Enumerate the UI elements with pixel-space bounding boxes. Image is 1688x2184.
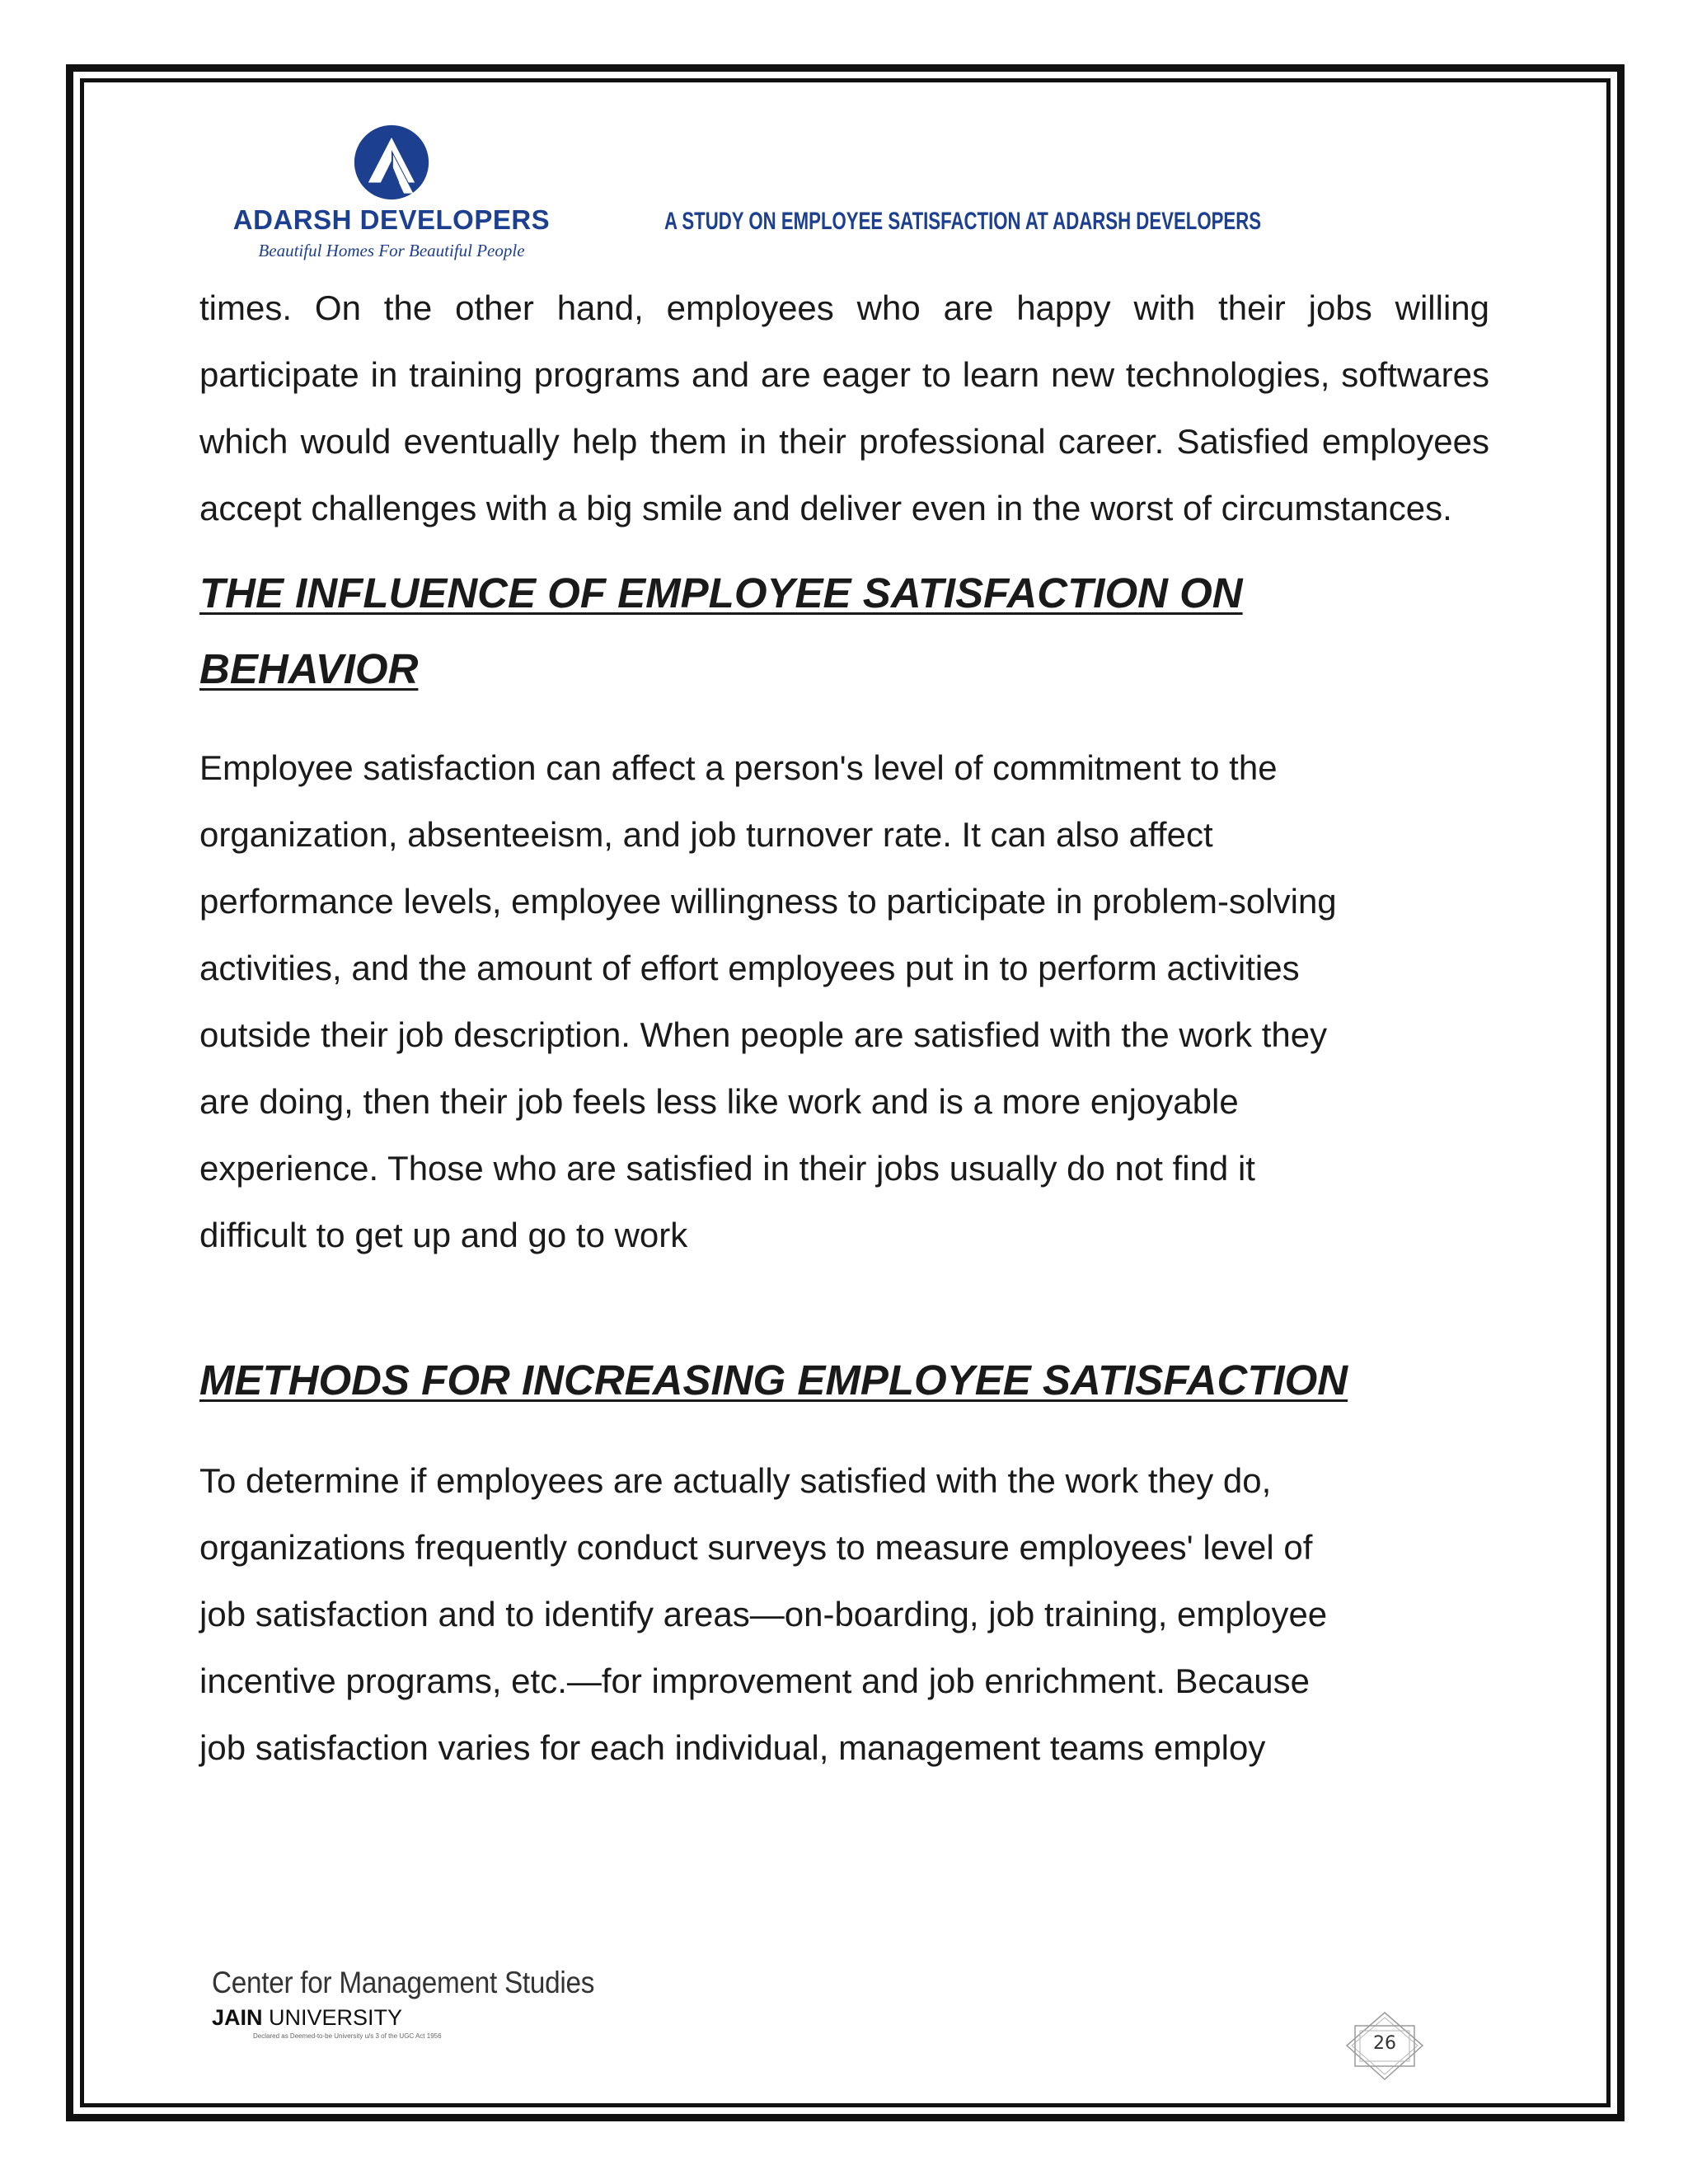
intro-paragraph: times. On the other hand, employees who are happy with their jobs willing participate in training programs and are eager to learn new technologies, softwares which would eventually help them in their professional career. Satisfied employees accept challenges with a big smile and deliver even in the worst of circumstances.: [199, 288, 1489, 527]
page-number-badge: [1343, 2011, 1426, 2081]
paragraph-line: activities, and the amount of effort employees put in to perform activities: [199, 949, 1300, 987]
paragraph-line: organizations frequently conduct surveys to measure employees' level of: [199, 1528, 1313, 1567]
paragraph-line: difficult to get up and go to work: [199, 1216, 688, 1254]
section-heading-influence-line2: BEHAVIOR: [199, 645, 419, 692]
paragraph-line: outside their job description. When people are satisfied with the work they: [199, 1015, 1328, 1054]
footer-fine-print: Declared as Deemed-to-be University u/s 3 of the UGC Act 1956: [253, 2032, 442, 2040]
methods-paragraph: [199, 1447, 1489, 1781]
jain-university-logo: [212, 1966, 673, 2056]
paragraph-line: To determine if employees are actually satisfied with the work they do,: [199, 1461, 1272, 1500]
brand-tagline: Beautiful Homes For Beautiful People: [258, 241, 525, 260]
section-heading-influence-line1: THE INFLUENCE OF EMPLOYEE SATISFACTION ON: [199, 569, 1243, 616]
footer-university: [212, 2005, 673, 2031]
section-heading-influence: [199, 555, 1489, 707]
brand-name: ADARSH DEVELOPERS: [232, 204, 551, 235]
page-content: [199, 274, 1489, 1781]
paragraph-line: incentive programs, etc.—for improvement and job enrichment. Because: [199, 1661, 1310, 1700]
paragraph-line: organization, absenteeism, and job turnover rate. It can also affect: [199, 815, 1213, 854]
section-heading-methods: METHODS FOR INCREASING EMPLOYEE SATISFACTION: [199, 1357, 1348, 1404]
footer-university-rest: UNIVERSITY: [262, 2005, 403, 2030]
paragraph-line: job satisfaction varies for each individual, management teams employ: [199, 1728, 1266, 1767]
report-title: A STUDY ON EMPLOYEE SATISFACTION AT ADARSH DEVELOPERS: [664, 208, 1262, 235]
paragraph-line: Employee satisfaction can affect a person's level of commitment to the: [199, 748, 1278, 787]
paragraph-line: performance levels, employee willingness to participate in problem-solving: [199, 882, 1337, 921]
page-number: 26: [1373, 2033, 1396, 2054]
paragraph-line: are doing, then their job feels less like work and is a more enjoyable: [199, 1082, 1239, 1121]
adarsh-developers-logo: [223, 124, 560, 268]
paragraph-line: experience. Those who are satisfied in their jobs usually do not find it: [199, 1149, 1255, 1188]
adarsh-logo-icon: [353, 124, 430, 201]
influence-paragraph: [199, 734, 1489, 1268]
footer-center-name: Center for Management Studies: [212, 1966, 595, 1999]
paragraph-line: job satisfaction and to identify areas—on-boarding, job training, employee: [199, 1595, 1328, 1633]
footer-university-bold: JAIN: [212, 2005, 263, 2030]
